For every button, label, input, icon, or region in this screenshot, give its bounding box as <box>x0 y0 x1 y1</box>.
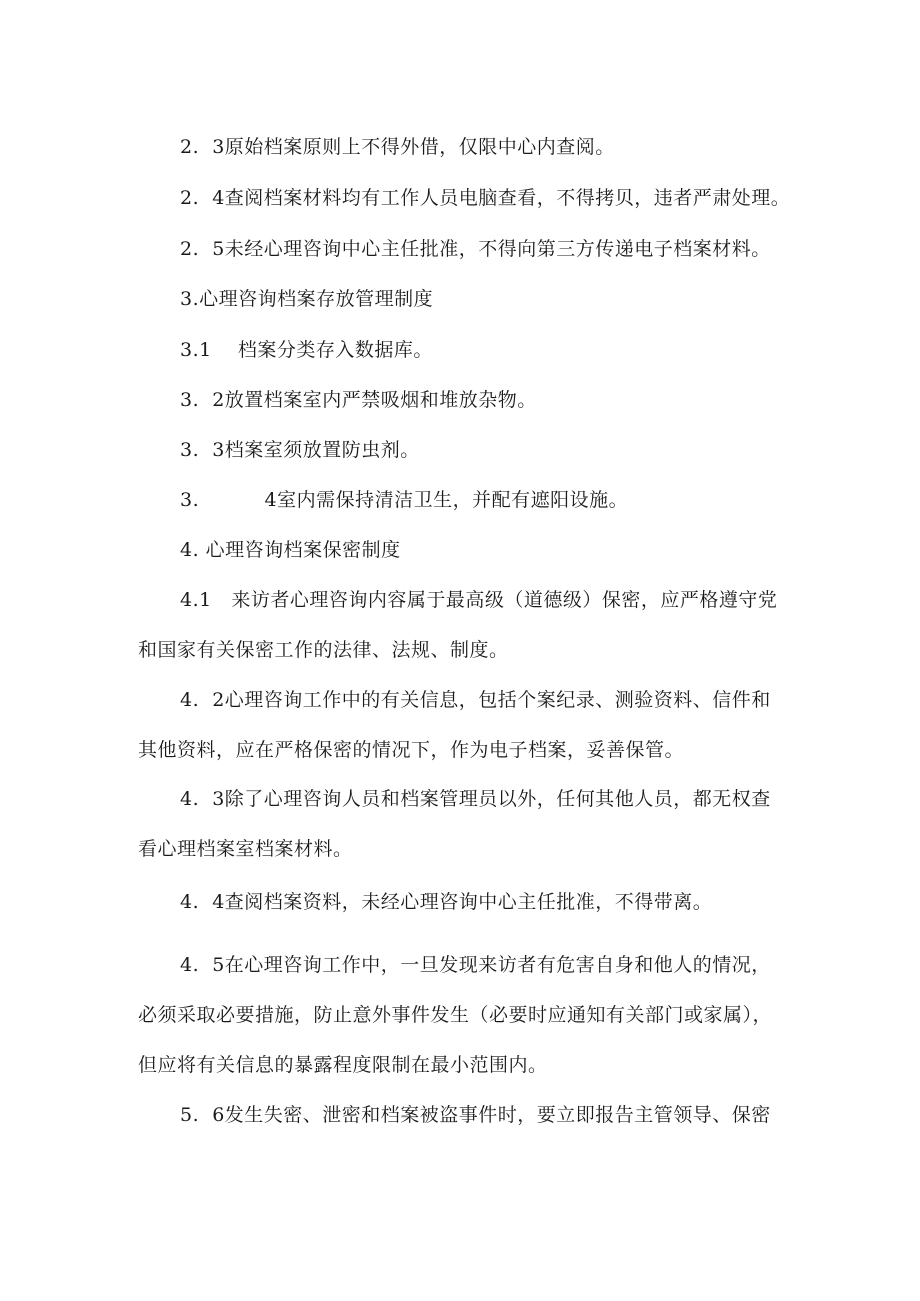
clause-number: 3.1 <box>180 339 238 361</box>
clause-number: 4. 2 <box>180 689 225 711</box>
clause-text: 必须采取必要措施，防止意外事件发生（必要时应通知有关部门或家属）， <box>138 1004 773 1026</box>
clause-4-2-cont <box>138 738 684 762</box>
clause-4-5-cont-2 <box>138 1053 548 1077</box>
clause-number: 4. 3 <box>180 788 225 810</box>
clause-4-3 <box>180 787 771 811</box>
clause-text: 档案分类存入数据库。 <box>237 339 433 361</box>
clause-4-1-cont <box>138 638 509 662</box>
clause-3-1 <box>180 338 433 362</box>
clause-3-2 <box>180 388 537 412</box>
clause-5-6 <box>180 1103 771 1127</box>
clause-3-3 <box>180 438 420 462</box>
clause-number: 2. 5 <box>180 238 225 260</box>
section-title: 4. 心理咨询档案保密制度 <box>180 539 401 561</box>
clause-text: 来访者心理咨询内容属于最高级（道德级）保密，应严格遵守党 <box>231 589 778 611</box>
section-heading-4 <box>180 538 401 562</box>
clause-text: 在心理咨询工作中，一旦发现来访者有危害自身和他人的情况， <box>224 954 771 976</box>
clause-text: 除了心理咨询人员和档案管理员以外，任何其他人员，都无权查 <box>224 788 771 810</box>
clause-text: 未经心理咨询中心主任批准，不得向第三方传递电子档案材料。 <box>224 238 771 260</box>
clause-text: 看心理档案室档案材料。 <box>138 838 353 860</box>
clause-4-5-cont-1 <box>138 1003 772 1027</box>
clause-text: 发生失密、泄密和档案被盗事件时，要立即报告主管领导、保密 <box>224 1104 771 1126</box>
clause-4-5 <box>180 953 771 977</box>
clause-4-3-cont <box>138 837 353 861</box>
clause-number: 3. 2 <box>180 389 225 411</box>
clause-number: 2. 4 <box>180 187 225 209</box>
clause-number: 5. 6 <box>180 1104 225 1126</box>
clause-text: 档案室须放置防虫剂。 <box>224 439 420 461</box>
clause-text: 查阅档案材料均有工作人员电脑查看，不得拷贝，违者严肃处理。 <box>224 187 791 209</box>
clause-2-5 <box>180 237 771 261</box>
clause-text: 原始档案原则上不得外借，仅限中心内查阅。 <box>224 136 615 158</box>
clause-2-4 <box>180 186 790 210</box>
clause-text: 室内需保持清洁卫生，并配有遮阳设施。 <box>277 489 629 511</box>
clause-text: 但应将有关信息的暴露程度限制在最小范围内。 <box>138 1054 548 1076</box>
clause-text: 心理咨询工作中的有关信息，包括个案纪录、测验资料、信件和 <box>224 689 771 711</box>
clause-text: 和国家有关保密工作的法律、法规、制度。 <box>138 639 509 661</box>
clause-number: 4. 5 <box>180 954 225 976</box>
clause-number: 4.1 <box>180 589 232 611</box>
clause-4-1 <box>180 588 777 612</box>
clause-number: 2. 3 <box>180 136 225 158</box>
section-heading-3 <box>180 287 433 311</box>
clause-number: 4. 4 <box>180 891 225 913</box>
clause-4-4 <box>180 890 712 914</box>
clause-number: 3. 3 <box>180 439 225 461</box>
clause-4-2 <box>180 688 771 712</box>
clause-text: 查阅档案资料，未经心理咨询中心主任批准，不得带离。 <box>224 891 713 913</box>
clause-number: 3. 4 <box>180 489 278 511</box>
clause-2-3 <box>180 135 615 159</box>
section-title: 3.心理咨询档案存放管理制度 <box>180 288 434 310</box>
clause-3-4 <box>180 488 628 512</box>
clause-text: 放置档案室内严禁吸烟和堆放杂物。 <box>224 389 537 411</box>
clause-text: 其他资料，应在严格保密的情况下，作为电子档案，妥善保管。 <box>138 739 685 761</box>
